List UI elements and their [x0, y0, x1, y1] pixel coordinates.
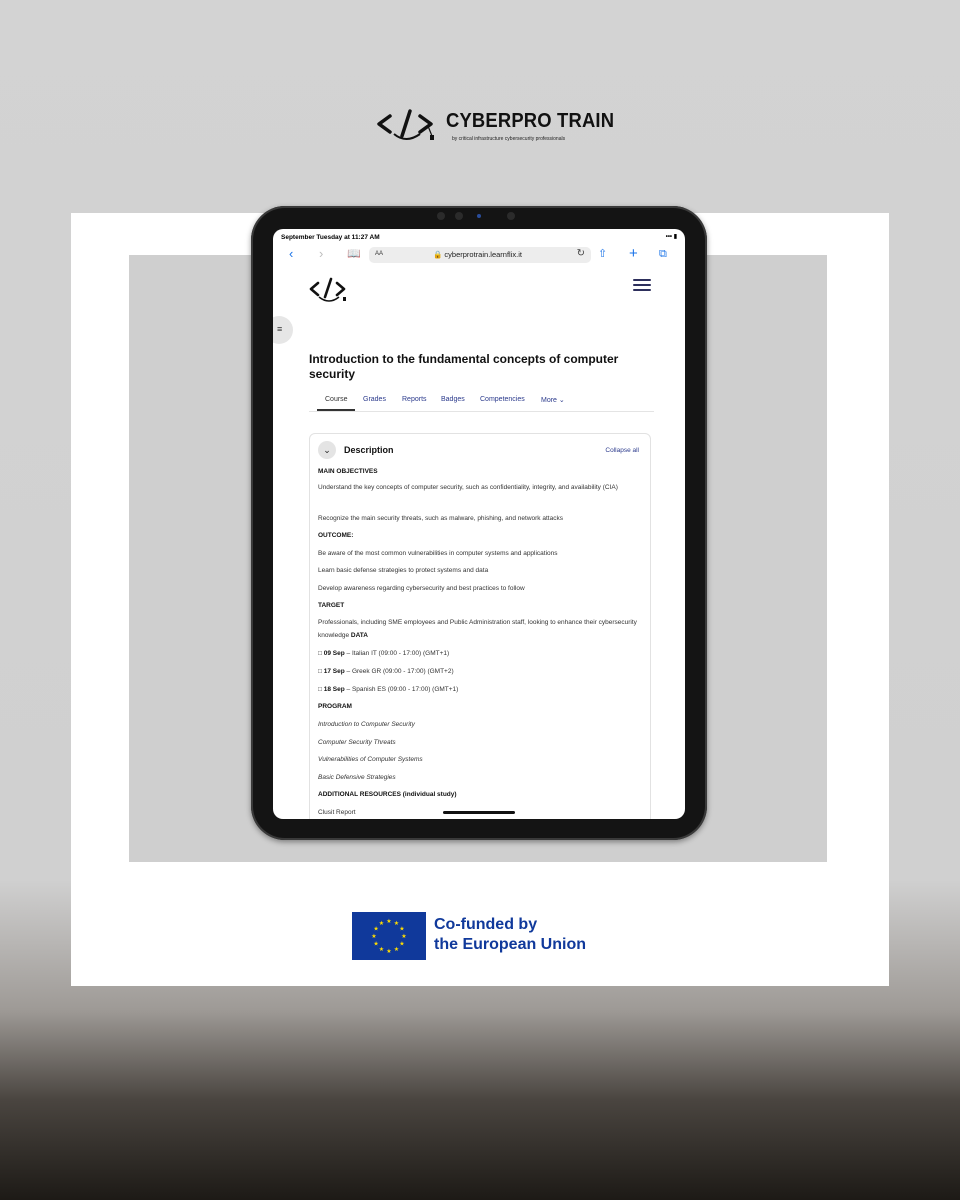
outcome-text: Be aware of the most common vulnerabilities in computer systems and applications — [318, 550, 558, 557]
resource-link[interactable]: Clusit Report — [318, 809, 356, 816]
data-label: DATA — [350, 632, 368, 639]
url-text[interactable]: 🔒 cyberprotrain.learnflix.it — [433, 250, 522, 259]
program-item: Computer Security Threats — [318, 739, 396, 746]
course-index-button[interactable] — [273, 316, 293, 344]
code-cap-logo-icon — [376, 104, 442, 146]
site-logo[interactable] — [309, 275, 349, 310]
eu-star-icon: ★ — [378, 946, 385, 953]
eu-star-icon: ★ — [386, 919, 392, 925]
eu-line-1: Co-funded by — [434, 916, 538, 933]
tablet-screen — [273, 229, 685, 819]
chevron-right-icon[interactable]: › — [319, 246, 324, 261]
date-value: 09 Sep — [323, 650, 345, 657]
eu-star-icon: ★ — [373, 941, 379, 948]
plus-icon[interactable]: + — [629, 245, 638, 262]
program-item: Basic Defensive Strategies — [318, 774, 396, 781]
date-item — [318, 668, 642, 675]
chevron-left-icon[interactable]: ‹ — [289, 246, 294, 261]
target-description: Professionals, including SME employees and Public Administration staff, looking to enhance their cybersecurity knowledge — [318, 619, 637, 639]
brand-tagline: by critical infrastructure cybersecurity professionals — [452, 136, 566, 142]
heading-resources: ADDITIONAL RESOURCES (individual study) — [318, 791, 457, 798]
eu-star-icon: ★ — [373, 926, 379, 933]
sensor-icon — [455, 212, 463, 220]
code-cap-logo-icon — [309, 275, 349, 305]
eu-stars-icon — [352, 912, 426, 960]
tabs-icon[interactable]: ⧉ — [659, 248, 667, 260]
tab-grades[interactable]: Grades — [363, 396, 386, 403]
objective-text: Recognize the main security threats, such as malware, phishing, and network attacks — [318, 515, 563, 522]
status-bar — [273, 229, 685, 243]
eu-flag-icon — [352, 912, 426, 960]
outcome-text: Develop awareness regarding cybersecurity and best practices to follow — [318, 585, 525, 592]
calendar-icon: □ — [318, 686, 322, 693]
tab-reports[interactable]: Reports — [402, 396, 427, 403]
section-title: Description — [344, 445, 394, 455]
camera-icon — [437, 212, 445, 220]
date-value: 18 Sep — [323, 686, 345, 693]
outcome-text: Learn basic defense strategies to protect systems and data — [318, 567, 489, 574]
sensor-icon — [507, 212, 515, 220]
browser-toolbar — [273, 243, 685, 265]
calendar-icon: □ — [318, 650, 322, 657]
active-tab-indicator — [317, 409, 355, 411]
eu-star-icon: ★ — [386, 949, 392, 955]
date-detail: – Spanish ES (09:00 - 17:00) (GMT+1) — [344, 686, 459, 693]
list-icon: ≡ — [277, 324, 283, 334]
tab-course[interactable]: Course — [325, 396, 348, 403]
status-time: September Tuesday at 11:27 AM — [281, 234, 380, 241]
page-title: Introduction to the fundamental concepts of computer security — [309, 352, 619, 381]
eu-star-icon: ★ — [378, 921, 385, 928]
eu-star-icon: ★ — [371, 934, 377, 940]
brand-name: CYBERPRO TRAIN — [446, 110, 615, 132]
date-detail: – Greek GR (09:00 - 17:00) (GMT+2) — [344, 668, 454, 675]
tab-competencies[interactable]: Competencies — [480, 396, 525, 403]
tab-more[interactable]: More ⌄ — [541, 397, 565, 404]
reader-button[interactable]: AA — [375, 251, 384, 257]
eu-star-icon: ★ — [399, 941, 405, 948]
tablet-device — [251, 206, 707, 840]
eu-line-2: the European Union — [434, 936, 586, 953]
home-indicator — [443, 811, 515, 814]
menu-icon[interactable] — [633, 279, 651, 294]
eu-star-icon: ★ — [401, 934, 407, 940]
eu-star-icon: ★ — [393, 946, 400, 953]
eu-cofunded-text — [434, 915, 586, 955]
address-bar[interactable] — [369, 247, 591, 263]
eu-star-icon: ★ — [393, 921, 400, 928]
reload-icon[interactable]: ↻ — [576, 248, 585, 259]
section-card — [309, 433, 651, 819]
collapse-all-link[interactable]: Collapse all — [605, 447, 639, 454]
program-item: Vulnerabilities of Computer Systems — [318, 756, 423, 763]
target-text — [318, 616, 642, 642]
date-value: 17 Sep — [323, 668, 345, 675]
tab-badges[interactable]: Badges — [441, 396, 465, 403]
date-item — [318, 650, 642, 657]
date-detail: – Italian IT (09:00 - 17:00) (GMT+1) — [344, 650, 450, 657]
calendar-icon: □ — [318, 668, 322, 675]
course-nav-tabs — [309, 391, 654, 412]
battery-wifi-icon: ••• ▮ — [665, 234, 677, 240]
chevron-down-icon[interactable]: ⌄ — [318, 441, 336, 459]
date-item — [318, 686, 642, 693]
objective-text: Understand the key concepts of computer security, such as confidentiality, integrity, and availability (CIA) — [318, 484, 618, 491]
eu-star-icon: ★ — [399, 926, 405, 933]
heading-main-objectives: MAIN OBJECTIVES — [318, 468, 378, 475]
program-item: Introduction to Computer Security — [318, 721, 415, 728]
heading-target: TARGET — [318, 602, 345, 609]
heading-outcome: OUTCOME: — [318, 532, 354, 539]
brand-logo — [376, 104, 615, 146]
heading-program: PROGRAM — [318, 703, 352, 710]
book-icon[interactable]: 📖 — [347, 248, 361, 260]
share-icon[interactable]: ⇧ — [598, 248, 608, 260]
camera-lens-icon — [477, 214, 481, 218]
